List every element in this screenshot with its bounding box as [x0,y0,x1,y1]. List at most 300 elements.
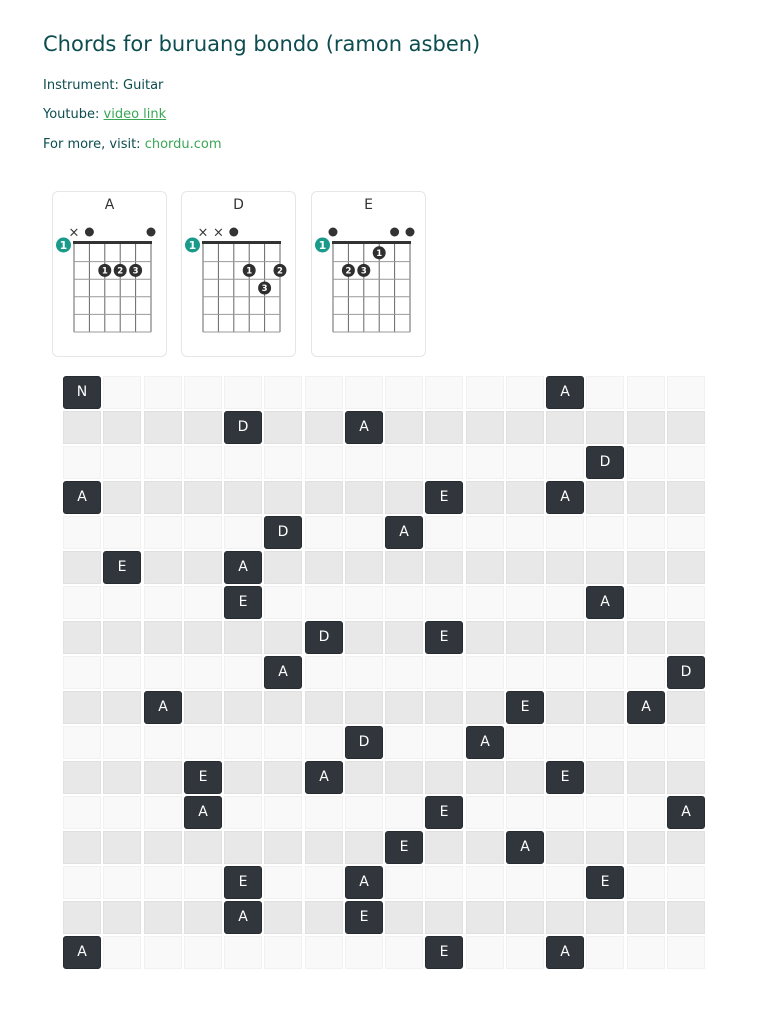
empty-beat-cell [627,726,665,759]
empty-beat-cell [506,796,544,829]
empty-beat-cell [144,621,182,654]
finger-number: 2 [277,266,283,277]
instrument-line [43,78,163,93]
empty-beat-cell [103,656,141,689]
empty-beat-cell [466,796,504,829]
chord-cell[interactable]: E [224,866,262,899]
empty-beat-cell [506,901,544,934]
chord-cell[interactable]: N [63,376,101,409]
chord-cell[interactable]: E [345,901,383,934]
empty-beat-cell [506,656,544,689]
empty-beat-cell [586,796,624,829]
empty-beat-cell [184,516,222,549]
empty-beat-cell [103,376,141,409]
chord-cell[interactable]: D [264,516,302,549]
empty-beat-cell [506,481,544,514]
empty-beat-cell [667,446,705,479]
empty-beat-cell [627,936,665,969]
more-label: For more, visit: [43,137,141,152]
empty-beat-cell [546,691,584,724]
empty-beat-cell [667,901,705,934]
empty-beat-cell [63,516,101,549]
empty-beat-cell [144,376,182,409]
empty-beat-cell [305,831,343,864]
empty-beat-cell [264,936,302,969]
empty-beat-cell [305,936,343,969]
instrument-value: Guitar [123,78,164,93]
empty-beat-cell [506,621,544,654]
chordu-link[interactable]: chordu.com [144,137,222,152]
empty-beat-cell [425,761,463,794]
empty-beat-cell [627,866,665,899]
chord-cell[interactable]: D [305,621,343,654]
empty-beat-cell [264,446,302,479]
empty-beat-cell [466,516,504,549]
empty-beat-cell [345,656,383,689]
empty-beat-cell [345,376,383,409]
empty-beat-cell [385,726,423,759]
base-fret-label: 1 [318,239,327,252]
empty-beat-cell [144,481,182,514]
empty-beat-cell [506,866,544,899]
empty-beat-cell [224,656,262,689]
empty-beat-cell [586,656,624,689]
finger-number: 2 [117,266,124,277]
empty-beat-cell [63,796,101,829]
empty-beat-cell [63,866,101,899]
empty-beat-cell [667,411,705,444]
muted-string-marker: × [212,225,224,241]
empty-beat-cell [385,411,423,444]
chord-cell[interactable]: D [667,656,705,689]
chord-cell[interactable]: A [466,726,504,759]
empty-beat-cell [224,481,262,514]
empty-beat-cell [506,726,544,759]
empty-beat-cell [264,411,302,444]
chord-cell[interactable]: E [224,586,262,619]
empty-beat-cell [506,586,544,619]
empty-beat-cell [305,726,343,759]
chord-cell[interactable]: A [546,936,584,969]
empty-beat-cell [667,866,705,899]
empty-beat-cell [305,586,343,619]
empty-beat-cell [184,866,222,899]
empty-beat-cell [667,936,705,969]
empty-beat-cell [345,551,383,584]
empty-beat-cell [466,936,504,969]
finger-number: 1 [246,266,253,277]
empty-beat-cell [586,901,624,934]
chord-cell[interactable]: A [506,831,544,864]
empty-beat-cell [627,656,665,689]
base-fret-label: 1 [59,239,68,252]
finger-number: 1 [101,266,108,277]
empty-beat-cell [506,376,544,409]
empty-beat-cell [667,516,705,549]
chord-cell[interactable]: A [627,691,665,724]
empty-beat-cell [103,621,141,654]
empty-beat-cell [144,586,182,619]
empty-beat-cell [144,936,182,969]
empty-beat-cell [305,691,343,724]
empty-beat-cell [586,726,624,759]
empty-beat-cell [103,761,141,794]
empty-beat-cell [546,411,584,444]
nut [202,241,281,244]
empty-beat-cell [546,866,584,899]
chord-cell[interactable]: E [425,621,463,654]
chord-cell[interactable]: E [425,481,463,514]
empty-beat-cell [546,901,584,934]
chord-diagram-D [181,191,296,357]
empty-beat-cell [667,551,705,584]
empty-beat-cell [627,516,665,549]
empty-beat-cell [224,621,262,654]
youtube-video-link[interactable]: video link [103,107,167,122]
chord-cell[interactable]: A [224,551,262,584]
empty-beat-cell [63,691,101,724]
empty-beat-cell [103,516,141,549]
empty-beat-cell [264,901,302,934]
empty-beat-cell [103,586,141,619]
empty-beat-cell [345,936,383,969]
base-fret-label: 1 [188,239,197,252]
finger-number: 3 [360,266,367,277]
empty-beat-cell [425,411,463,444]
empty-beat-cell [144,901,182,934]
empty-beat-cell [345,586,383,619]
empty-beat-cell [667,621,705,654]
chord-cell[interactable]: A [667,796,705,829]
empty-beat-cell [264,796,302,829]
chord-cell[interactable]: D [345,726,383,759]
empty-beat-cell [264,551,302,584]
empty-beat-cell [667,726,705,759]
empty-beat-cell [63,901,101,934]
empty-beat-cell [224,761,262,794]
empty-beat-cell [184,936,222,969]
empty-beat-cell [144,516,182,549]
empty-beat-cell [385,551,423,584]
empty-beat-cell [305,796,343,829]
empty-beat-cell [345,796,383,829]
empty-beat-cell [466,831,504,864]
empty-beat-cell [184,586,222,619]
empty-beat-cell [264,586,302,619]
chord-cell[interactable]: A [345,866,383,899]
finger-number: 3 [132,266,139,277]
empty-beat-cell [184,726,222,759]
empty-beat-cell [305,376,343,409]
empty-beat-cell [144,411,182,444]
empty-beat-cell [184,411,222,444]
empty-beat-cell [506,516,544,549]
chord-cell[interactable]: A [546,376,584,409]
chord-cell[interactable]: A [184,796,222,829]
empty-beat-cell [224,831,262,864]
empty-beat-cell [144,831,182,864]
empty-beat-cell [425,516,463,549]
empty-beat-cell [264,691,302,724]
finger-number: 1 [376,249,383,259]
more-line [43,137,222,152]
empty-beat-cell [103,726,141,759]
empty-beat-cell [103,866,141,899]
empty-beat-cell [224,691,262,724]
empty-beat-cell [466,446,504,479]
chord-diagram-name: D [233,197,244,213]
empty-beat-cell [506,411,544,444]
chord-cell[interactable]: A [586,586,624,619]
empty-beat-cell [586,551,624,584]
finger-number: 2 [345,266,352,277]
chord-diagram-E [311,191,426,357]
empty-beat-cell [385,656,423,689]
empty-beat-cell [586,691,624,724]
empty-beat-cell [103,411,141,444]
empty-beat-cell [184,621,222,654]
chord-cell[interactable]: D [224,411,262,444]
chord-cell[interactable]: E [425,796,463,829]
empty-beat-cell [466,411,504,444]
chord-cell[interactable]: A [385,516,423,549]
empty-beat-cell [546,621,584,654]
empty-beat-cell [224,376,262,409]
empty-beat-cell [144,551,182,584]
empty-beat-cell [345,691,383,724]
muted-string-marker: × [68,225,80,241]
empty-beat-cell [627,376,665,409]
chord-cell[interactable]: E [586,866,624,899]
empty-beat-cell [63,656,101,689]
empty-beat-cell [425,586,463,619]
chord-cell[interactable]: E [385,831,423,864]
empty-beat-cell [103,831,141,864]
empty-beat-cell [586,516,624,549]
empty-beat-cell [425,656,463,689]
empty-beat-cell [627,831,665,864]
empty-beat-cell [345,761,383,794]
empty-beat-cell [667,481,705,514]
empty-beat-cell [546,551,584,584]
empty-beat-cell [627,481,665,514]
empty-beat-cell [667,376,705,409]
empty-beat-cell [224,936,262,969]
empty-beat-cell [385,376,423,409]
instrument-label: Instrument: [43,78,119,93]
empty-beat-cell [63,411,101,444]
empty-beat-cell [63,446,101,479]
chord-cell[interactable]: E [546,761,584,794]
empty-beat-cell [586,761,624,794]
chord-cell[interactable]: E [425,936,463,969]
empty-beat-cell [385,901,423,934]
empty-beat-cell [506,761,544,794]
empty-beat-cell [184,656,222,689]
empty-beat-cell [627,761,665,794]
empty-beat-cell [586,376,624,409]
empty-beat-cell [184,901,222,934]
empty-beat-cell [425,726,463,759]
chord-cell[interactable]: E [103,551,141,584]
empty-beat-cell [264,481,302,514]
empty-beat-cell [345,831,383,864]
empty-beat-cell [466,376,504,409]
empty-beat-cell [264,726,302,759]
empty-beat-cell [305,656,343,689]
empty-beat-cell [627,586,665,619]
empty-beat-cell [103,796,141,829]
chord-diagram-A [52,191,167,357]
chord-cell[interactable]: E [184,761,222,794]
finger-number: 3 [261,284,268,295]
chord-cell[interactable]: A [305,761,343,794]
empty-beat-cell [466,656,504,689]
empty-beat-cell [586,621,624,654]
empty-beat-cell [103,446,141,479]
empty-beat-cell [264,376,302,409]
empty-beat-cell [627,901,665,934]
nut [332,241,411,244]
empty-beat-cell [466,621,504,654]
empty-beat-cell [224,726,262,759]
muted-string-marker: × [197,225,209,241]
chord-diagram-name: A [104,197,115,213]
empty-beat-cell [425,831,463,864]
chord-cell[interactable]: E [506,691,544,724]
empty-beat-cell [305,411,343,444]
open-string-marker [85,228,94,237]
chord-diagram-name: E [364,197,373,213]
empty-beat-cell [144,726,182,759]
empty-beat-cell [63,551,101,584]
empty-beat-cell [546,586,584,619]
empty-beat-cell [627,796,665,829]
empty-beat-cell [667,586,705,619]
empty-beat-cell [144,796,182,829]
chord-cell[interactable]: A [144,691,182,724]
empty-beat-cell [425,551,463,584]
empty-beat-cell [385,761,423,794]
empty-beat-cell [627,446,665,479]
empty-beat-cell [586,411,624,444]
empty-beat-cell [184,831,222,864]
empty-beat-cell [385,481,423,514]
empty-beat-cell [103,691,141,724]
empty-beat-cell [627,411,665,444]
empty-beat-cell [63,761,101,794]
empty-beat-cell [546,656,584,689]
chord-cell[interactable]: A [345,411,383,444]
empty-beat-cell [264,831,302,864]
empty-beat-cell [546,446,584,479]
youtube-label: Youtube: [43,107,100,122]
empty-beat-cell [627,551,665,584]
empty-beat-cell [184,481,222,514]
empty-beat-cell [506,551,544,584]
empty-beat-cell [425,446,463,479]
empty-beat-cell [466,901,504,934]
empty-beat-cell [264,761,302,794]
empty-beat-cell [586,481,624,514]
empty-beat-cell [385,936,423,969]
youtube-line [43,107,166,122]
empty-beat-cell [184,551,222,584]
chord-cell[interactable]: A [63,936,101,969]
empty-beat-cell [425,376,463,409]
empty-beat-cell [546,831,584,864]
empty-beat-cell [184,691,222,724]
empty-beat-cell [305,446,343,479]
empty-beat-cell [466,586,504,619]
empty-beat-cell [385,691,423,724]
empty-beat-cell [385,446,423,479]
chord-cell[interactable]: A [224,901,262,934]
empty-beat-cell [627,621,665,654]
empty-beat-cell [63,621,101,654]
open-string-marker [406,228,415,237]
empty-beat-cell [305,866,343,899]
chord-cell[interactable]: D [586,446,624,479]
empty-beat-cell [305,551,343,584]
empty-beat-cell [466,866,504,899]
empty-beat-cell [546,516,584,549]
open-string-marker [229,228,238,237]
empty-beat-cell [264,621,302,654]
empty-beat-cell [667,761,705,794]
empty-beat-cell [144,761,182,794]
empty-beat-cell [63,831,101,864]
empty-beat-cell [466,761,504,794]
empty-beat-cell [466,551,504,584]
empty-beat-cell [184,446,222,479]
empty-beat-cell [305,481,343,514]
empty-beat-cell [305,516,343,549]
empty-beat-cell [506,936,544,969]
empty-beat-cell [144,656,182,689]
empty-beat-cell [103,481,141,514]
chord-cell[interactable]: A [546,481,584,514]
open-string-marker [390,228,399,237]
empty-beat-cell [224,796,262,829]
empty-beat-cell [184,376,222,409]
page-title: Chords for buruang bondo (ramon asben) [43,32,481,56]
empty-beat-cell [224,446,262,479]
empty-beat-cell [506,446,544,479]
empty-beat-cell [425,866,463,899]
empty-beat-cell [103,901,141,934]
empty-beat-cell [63,726,101,759]
empty-beat-cell [144,446,182,479]
empty-beat-cell [385,586,423,619]
empty-beat-cell [345,446,383,479]
empty-beat-cell [345,516,383,549]
empty-beat-cell [425,901,463,934]
chord-cell[interactable]: A [264,656,302,689]
empty-beat-cell [466,691,504,724]
nut [73,241,152,244]
empty-beat-cell [345,481,383,514]
empty-beat-cell [345,621,383,654]
empty-beat-cell [385,866,423,899]
empty-beat-cell [586,831,624,864]
open-string-marker [147,228,156,237]
empty-beat-cell [103,936,141,969]
empty-beat-cell [264,866,302,899]
empty-beat-cell [667,831,705,864]
empty-beat-cell [385,621,423,654]
chord-cell[interactable]: A [63,481,101,514]
